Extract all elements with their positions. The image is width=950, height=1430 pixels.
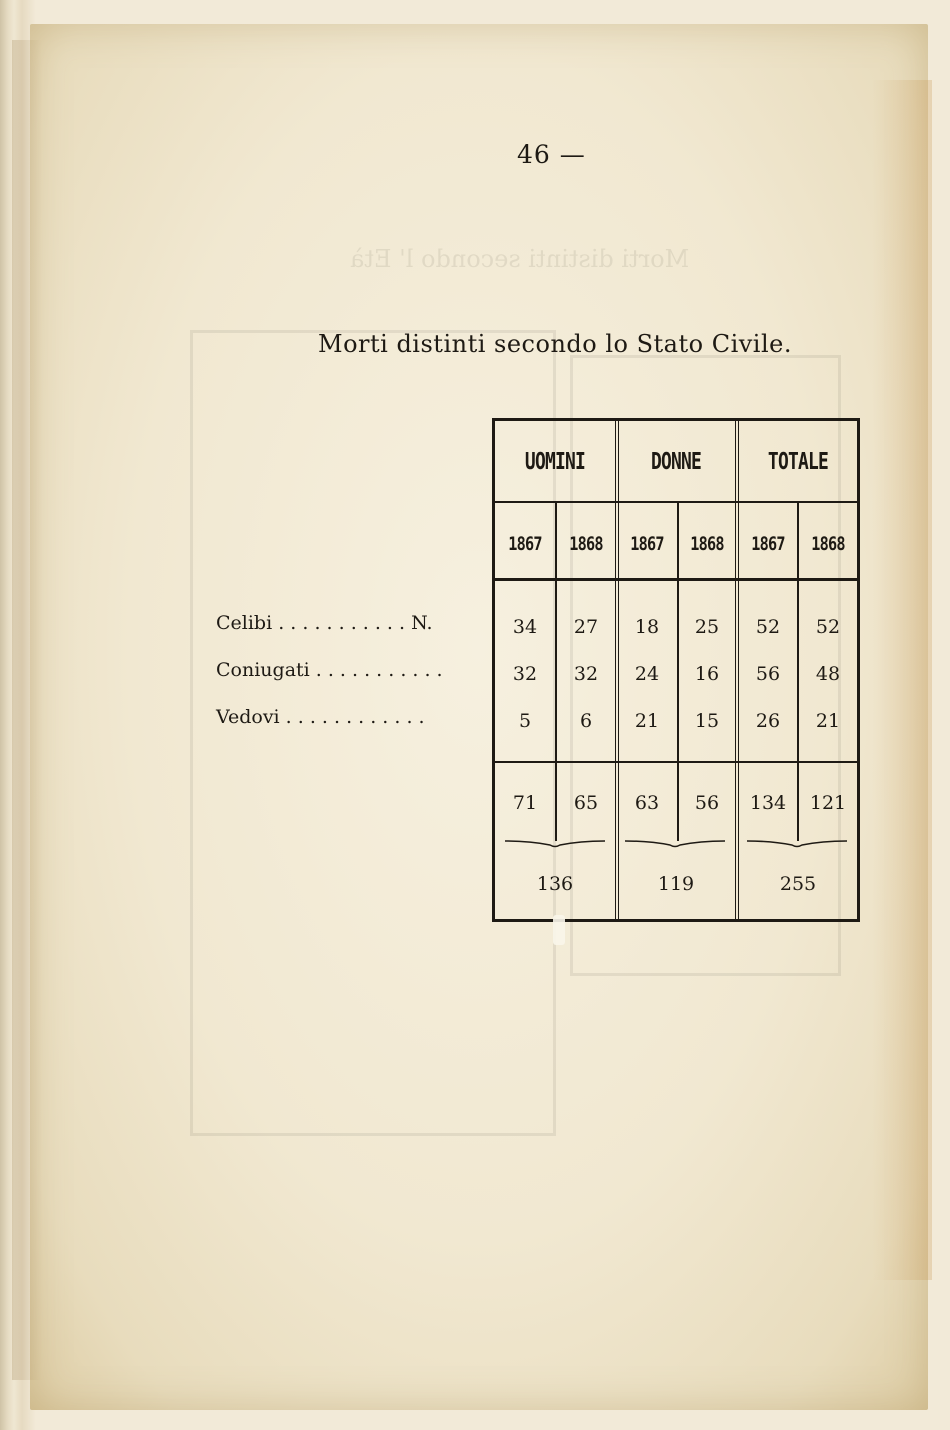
bleed-through-title: Morti distinti secondo l' Età (350, 245, 690, 273)
subtotal-donne-1868: 56 (694, 792, 720, 814)
years-rule (495, 578, 857, 581)
subtotal-totale-1868: 121 (809, 792, 847, 814)
year-donne-1867: 1867 (630, 533, 664, 555)
cell-vedovi-donne-1868: 15 (694, 710, 720, 732)
statistics-table (492, 418, 860, 922)
cell-celibi-uomini-1868: 27 (573, 616, 599, 638)
header-totale: TOTALE (767, 449, 829, 475)
cell-vedovi-uomini-1867: 5 (518, 710, 532, 732)
cell-celibi-donne-1868: 25 (694, 616, 720, 638)
subtotal-uomini-1868: 65 (573, 792, 599, 814)
grand-total-totale: 255 (779, 873, 817, 895)
year-donne-1868: 1868 (690, 533, 724, 555)
year-uomini-1868: 1868 (569, 533, 603, 555)
year-totale-1868: 1868 (811, 533, 845, 555)
brace-totale (747, 839, 847, 849)
year-totale-1867: 1867 (751, 533, 785, 555)
cell-vedovi-totale-1867: 26 (755, 710, 781, 732)
cell-coniugati-uomini-1868: 32 (573, 663, 599, 685)
brace-uomini (505, 839, 605, 849)
cell-coniugati-totale-1867: 56 (755, 663, 781, 685)
cell-vedovi-donne-1867: 21 (634, 710, 660, 732)
year-uomini-1867: 1867 (508, 533, 542, 555)
row-label-coniugati: Coniugati . . . . . . . . . . . (216, 659, 443, 681)
subtotal-totale-1867: 134 (749, 792, 787, 814)
binding-shadow (12, 40, 42, 1380)
cell-celibi-donne-1867: 18 (634, 616, 660, 638)
grand-total-uomini: 136 (536, 873, 574, 895)
paper-tear (553, 915, 565, 945)
edge-stain (872, 80, 932, 1280)
header-donne: DONNE (650, 449, 702, 475)
cell-celibi-uomini-1867: 34 (512, 616, 538, 638)
row-label-celibi: Celibi . . . . . . . . . . . N. (216, 612, 433, 634)
subtotal-donne-1867: 63 (634, 792, 660, 814)
cell-coniugati-totale-1868: 48 (815, 663, 841, 685)
header-rule (495, 501, 857, 503)
grand-total-donne: 119 (657, 873, 695, 895)
subtotal-rule (495, 761, 857, 763)
cell-coniugati-uomini-1867: 32 (512, 663, 538, 685)
subtotal-uomini-1867: 71 (512, 792, 538, 814)
cell-vedovi-uomini-1868: 6 (579, 710, 593, 732)
cell-coniugati-donne-1867: 24 (634, 663, 660, 685)
cell-vedovi-totale-1868: 21 (815, 710, 841, 732)
cell-coniugati-donne-1868: 16 (694, 663, 720, 685)
brace-donne (625, 839, 725, 849)
cell-celibi-totale-1868: 52 (815, 616, 841, 638)
table-title: Morti distinti secondo lo Stato Civile. (318, 330, 792, 358)
header-uomini: UOMINI (524, 449, 586, 475)
row-label-vedovi: Vedovi . . . . . . . . . . . . (216, 706, 425, 728)
page-number: 46 — (517, 140, 586, 169)
cell-celibi-totale-1867: 52 (755, 616, 781, 638)
